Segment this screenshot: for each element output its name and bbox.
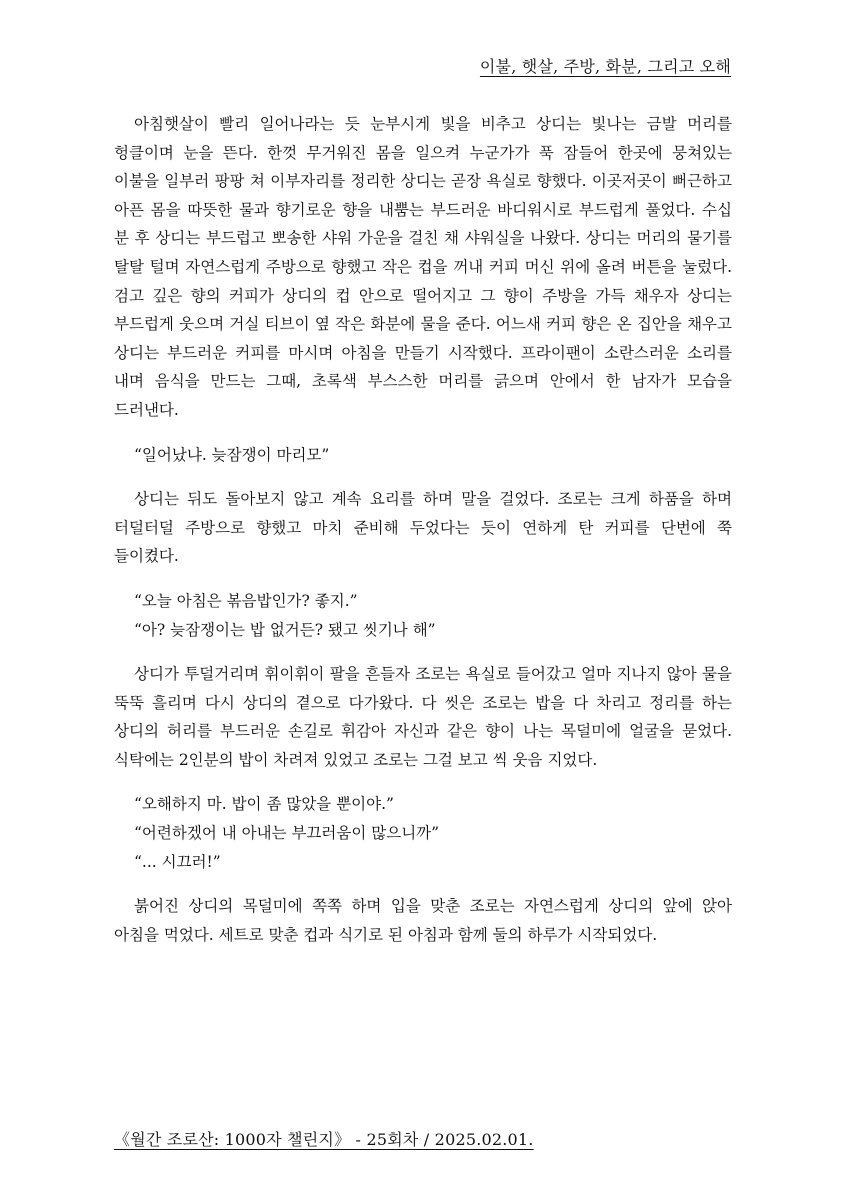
paragraph-1: 아침햇살이 빨리 일어나라는 듯 눈부시게 빛을 비추고 상디는 빛나는 금발 머리를 헝클이며 눈을 뜬다. 한껏 무거워진 몸을 일으켜 누군가가 푹 잠들어 한곳에 뭉쳐있는 이불을 일부러 팡팡 쳐 이부자리를 정리한 상디는 곧장 욕실로 향했다. 이곳저곳이 뻐근하고 아픈 몸을 따뜻한 물과 향기로운 향을 내뿜는 부드러운 바디워시로 부드럽게 풀었다. 수십 분 후 상디는 부드럽고 뽀송한 샤워 가운을 걸친 채 샤워실을 나왔다. 상디는 머리의 물기를 탈탈 털며 자연스럽게 주방으로 향했고 작은 컵을 꺼내 커피 머신 위에 올려 버튼을 눌렀다. 검고 깊은 향의 커피가 상디의 컵 안으로 떨어지고 그 향이 주방을 가득 채우자 상디는 부드럽게 웃으며 거실 티브이 옆 작은 화분에 물을 준다. 어느새 커피 향은 온 집안을 채우고 상디는 부드러운 커피를 마시며 아침을 만들기 시작했다. 프라이팬이 소란스러운 소리를 내며 음식을 만드는 그때, 초록색 부스스한 머리를 긁으며 안에서 한 남자가 모습을 드러낸다. (114, 115, 732, 419)
dialog-line: “어련하겠어 내 아내는 부끄러움이 많으니까” (134, 824, 440, 843)
paragraph-4: 붉어진 상디의 목덜미에 쪽쪽 하며 입을 맞춘 조로는 자연스럽게 상디의 앞에 앉아 아침을 먹었다. 세트로 맞춘 컵과 식기로 된 아침과 함께 둘의 하루가 시작되었다. (114, 897, 732, 944)
dialog-block-3 (114, 790, 732, 876)
dialog-line: “오해하지 마. 밥이 좀 많았을 뿐이야.” (134, 795, 394, 814)
story-body (114, 110, 732, 965)
paragraph-2: 상디는 뒤도 돌아보지 않고 계속 요리를 하며 말을 걸었다. 조로는 크게 하품을 하며 터덜터덜 주방으로 향했고 마치 준비해 두었다는 듯이 연하게 탄 커피를 단번에 쭉 들이켰다. (114, 490, 732, 566)
dialog-block-2 (114, 587, 732, 644)
story-title: 이불, 햇살, 주방, 화분, 그리고 오해 (479, 57, 731, 76)
footer-note: 《월간 조로산: 1000자 챌린지》 - 25회차 / 2025.02.01. (114, 1130, 534, 1149)
dialog-line: “... 시끄러!” (134, 852, 221, 871)
dialog-line: “아? 늦잠쟁이는 밥 없거든? 됐고 씻기나 해” (134, 620, 436, 639)
dialog-line: “오늘 아침은 볶음밥인가? 좋지.” (134, 591, 358, 610)
dialog-block-1 (114, 441, 732, 470)
dialog-line: “일어났냐. 늦잠쟁이 마리모” (134, 445, 330, 464)
paragraph-3: 상디가 투덜거리며 휘이휘이 팔을 흔들자 조로는 욕실로 들어갔고 얼마 지나지 않아 물을 뚝뚝 흘리며 다시 상디의 곁으로 다가왔다. 다 씻은 조로는 밥을 다 차리고 정리를 하는 상디의 허리를 부드러운 손길로 휘감아 자신과 같은 향이 나는 목덜미에 얼굴을 묻었다. 식탁에는 2인분의 밥이 차려져 있었고 조로는 그걸 보고 씩 웃음 지었다. (114, 665, 732, 769)
